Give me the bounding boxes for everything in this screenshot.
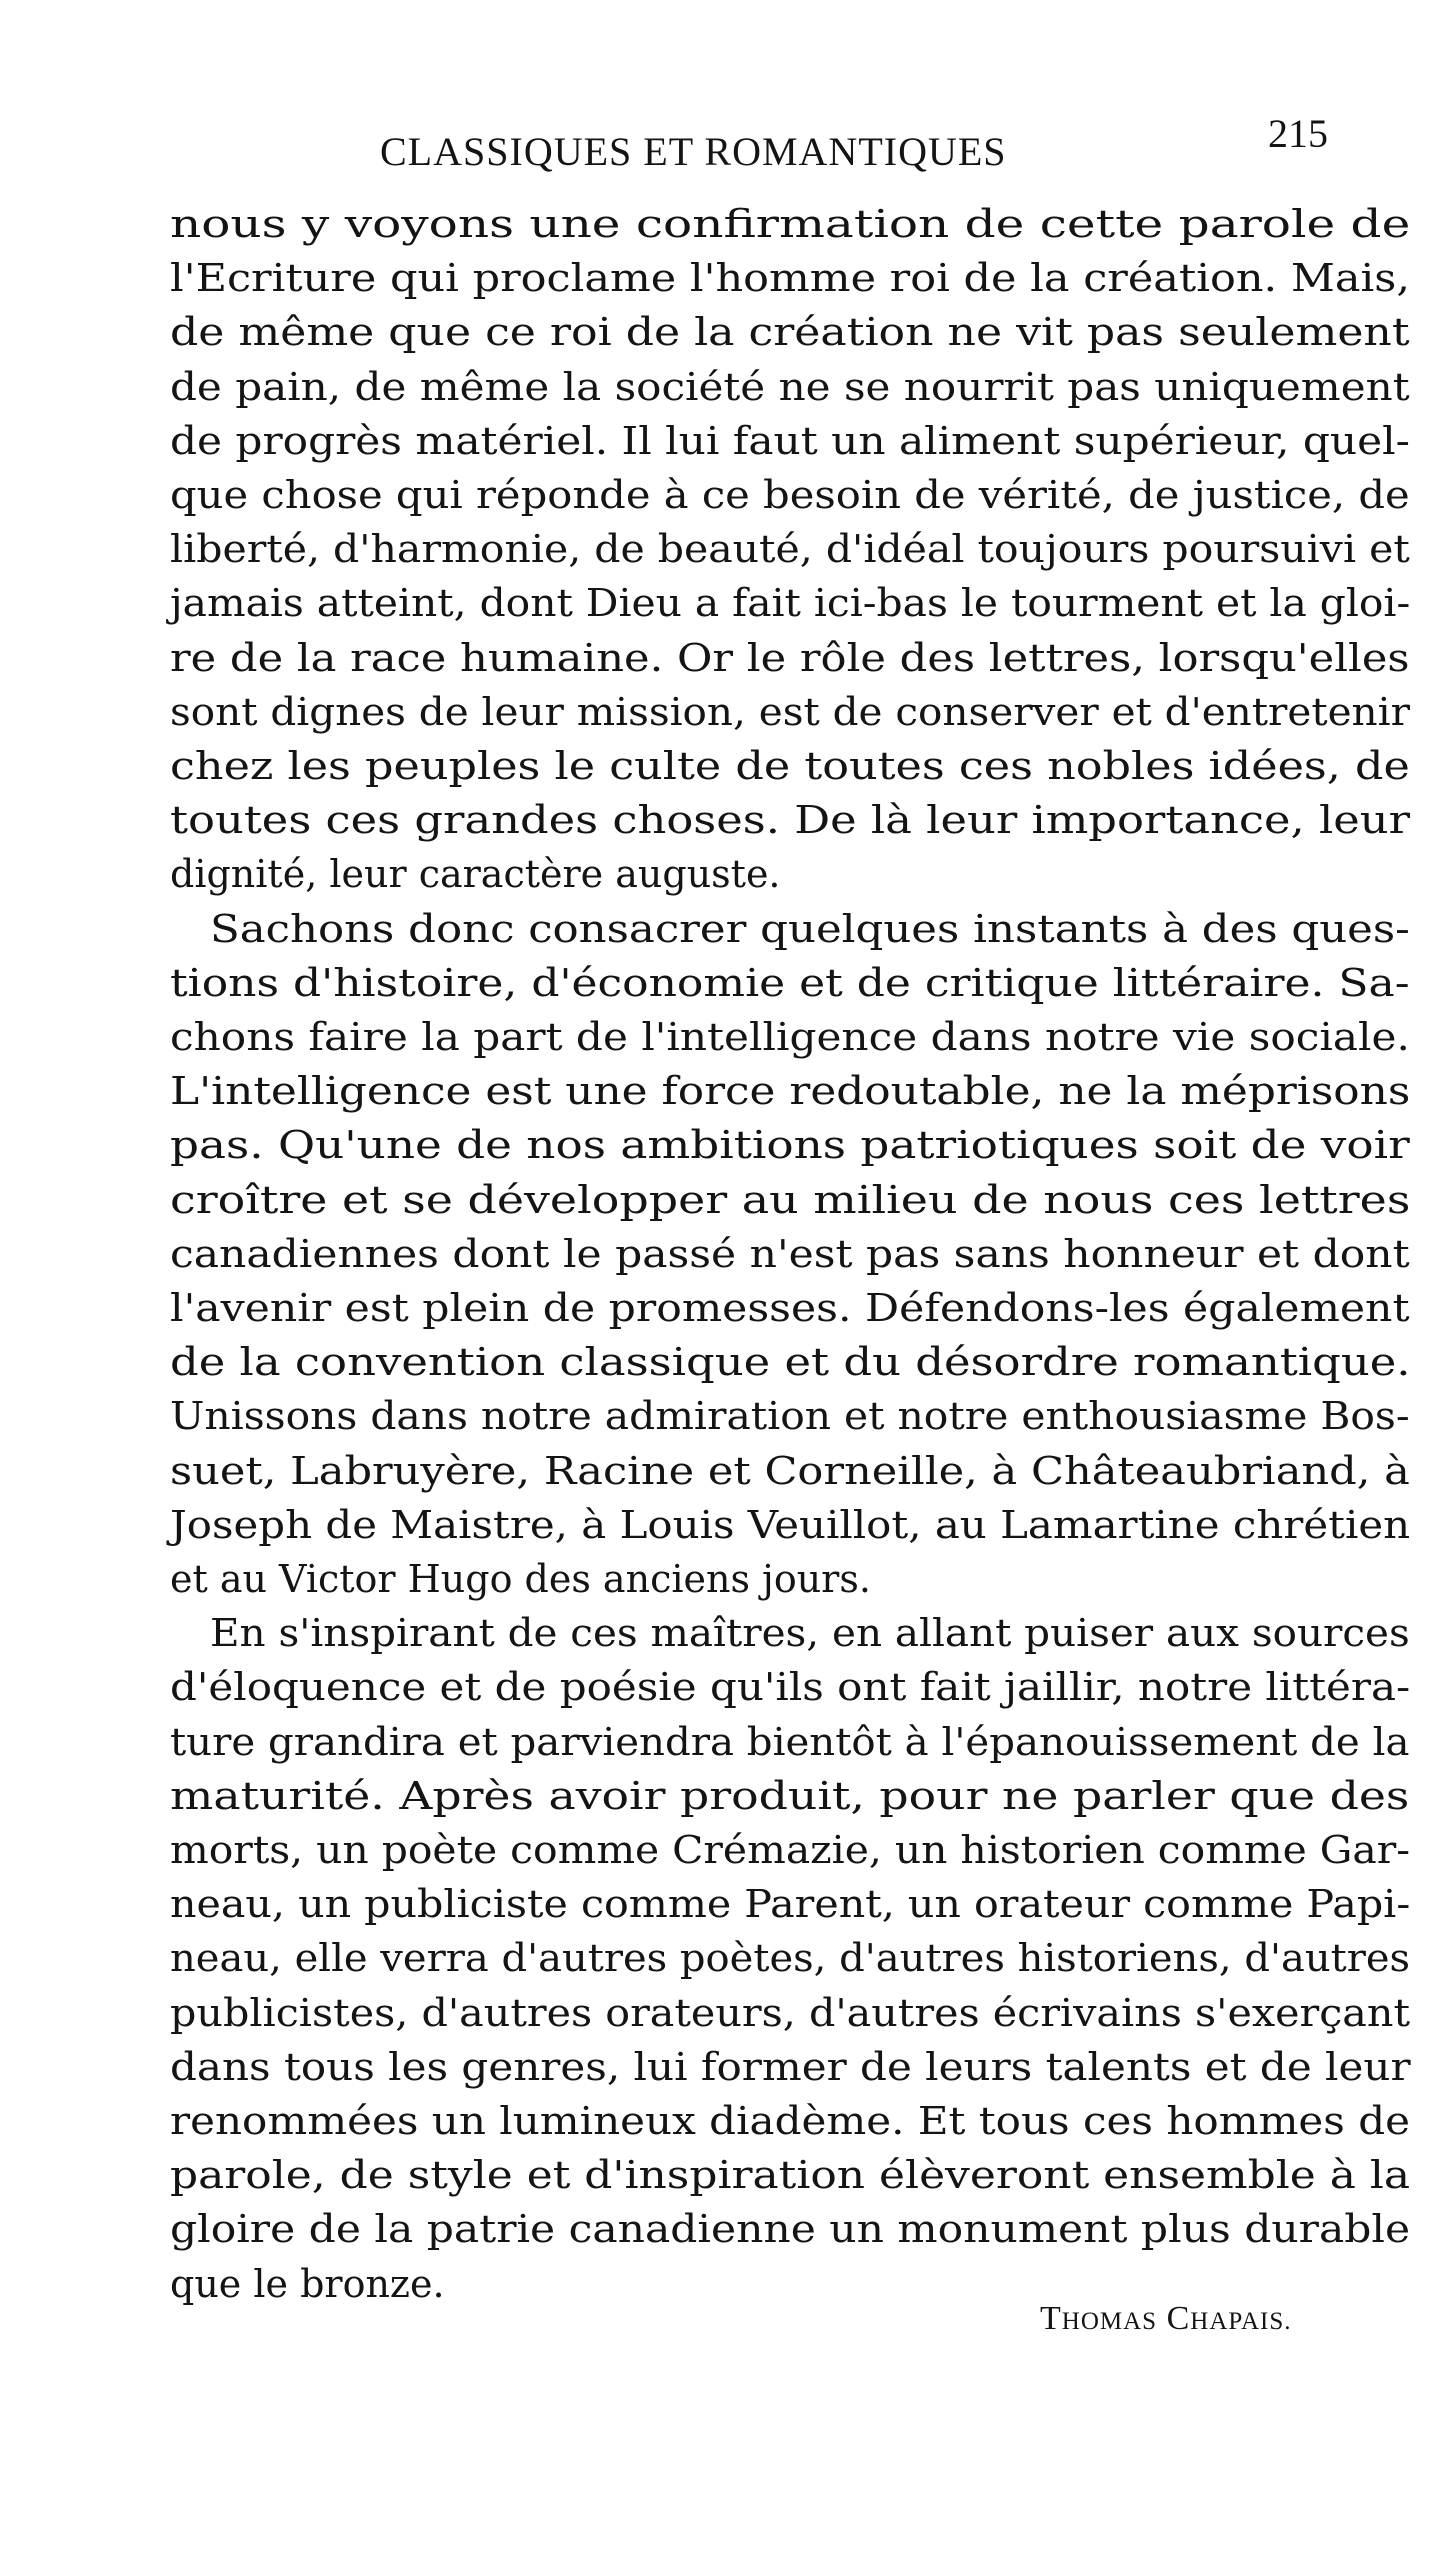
text-line: croître et se développer au milieu de nous ces lettres [170,1177,1411,1222]
text-line: liberté, d'harmonie, de beauté, d'idéal toujours poursuivi et [170,527,1410,572]
text-line: publicistes, d'autres orateurs, d'autres écrivains s'exerçant [170,1990,1411,2035]
signature-initial: T [1040,2300,1062,2337]
text-line: maturité. Après avoir produit, pour ne parler que des [170,1773,1410,1818]
text-line: re de la race humaine. Or le rôle des lettres, lorsqu'elles [170,635,1410,680]
text-line: que le bronze. [170,2261,445,2306]
text-line: dans tous les genres, lui former de leurs talents et de leur [170,2044,1411,2089]
paragraph-start-line: Sachons donc consacrer quelques instants à des ques- [210,906,1410,951]
author-signature [1040,2300,1292,2338]
text-line: neau, elle verra d'autres poètes, d'autres historiens, d'autres [170,1936,1411,1981]
text-line: chons faire la part de l'intelligence dans notre vie sociale. [170,1015,1410,1059]
text-line: que chose qui réponde à ce besoin de vérité, de justice, de [170,473,1410,517]
text-line: d'éloquence et de poésie qu'ils ont fait jaillir, notre littéra- [170,1665,1411,1710]
paragraph-start-line: En s'inspirant de ces maîtres, en allant puiser aux sources [210,1611,1410,1656]
text-line: de la convention classique et du désordre romantique. [170,1340,1411,1385]
text-line: ture grandira et parviendra bientôt à l'épanouissement de la [170,1719,1410,1764]
text-line: neau, un publiciste comme Parent, un orateur comme Papi- [170,1882,1411,1927]
text-line: l'Ecriture qui proclame l'homme roi de la création. Mais, [170,256,1410,301]
text-line: de pain, de même la société ne se nourrit pas uniquement [170,364,1410,409]
text-line: pas. Qu'une de nos ambitions patriotiques soit de voir [170,1123,1410,1168]
signature-smallcaps: HOMAS [1061,2308,1158,2335]
text-line: jamais atteint, dont Dieu a fait ici-bas le tourment et la gloi- [170,581,1411,626]
text-line: gloire de la patrie canadienne un monument plus durable [170,2207,1411,2252]
text-line: Unissons dans notre admiration et notre enthousiasme Bos- [170,1394,1410,1439]
signature-smallcaps: HAPAIS. [1190,2308,1292,2335]
text-line: canadiennes dont le passé n'est pas sans honneur et dont [170,1231,1410,1276]
text-line: et au Victor Hugo des anciens jours. [170,1557,871,1601]
text-line: morts, un poète comme Crémazie, un historien comme Gar- [170,1828,1411,1872]
text-line: chez les peuples le culte de toutes ces nobles idées, de [170,744,1410,788]
text-line: suet, Labruyère, Racine et Corneille, à Châteaubriand, à [170,1448,1410,1493]
text-line: parole, de style et d'inspiration élèveront ensemble à la [170,2153,1411,2198]
signature-initial: C [1166,2300,1191,2337]
text-line: de progrès matériel. Il lui faut un aliment supérieur, quel- [170,418,1410,463]
text-line: sont dignes de leur mission, est de conserver et d'entretenir [170,689,1410,734]
text-line: nous y voyons une confirmation de cette parole de [170,202,1411,246]
page-number: 215 [1268,111,1328,156]
text-line: toutes ces grandes choses. De là leur importance, leur [170,798,1411,843]
text-line: dignité, leur caractère auguste. [170,852,781,897]
text-line: tions d'histoire, d'économie et de critique littéraire. Sa- [170,960,1410,1005]
running-header: CLASSIQUES ET ROMANTIQUES [380,129,1007,174]
text-line: Joseph de Maistre, à Louis Veuillot, au Lamartine chrétien [170,1502,1411,1547]
text-line: L'intelligence est une force redoutable, ne la méprisons [170,1069,1411,1114]
text-line: renommées un lumineux diadème. Et tous ces hommes de [170,2099,1411,2143]
text-line: de même que ce roi de la création ne vit pas seulement [170,310,1410,355]
text-line: l'avenir est plein de promesses. Défendons-les également [170,1286,1410,1330]
